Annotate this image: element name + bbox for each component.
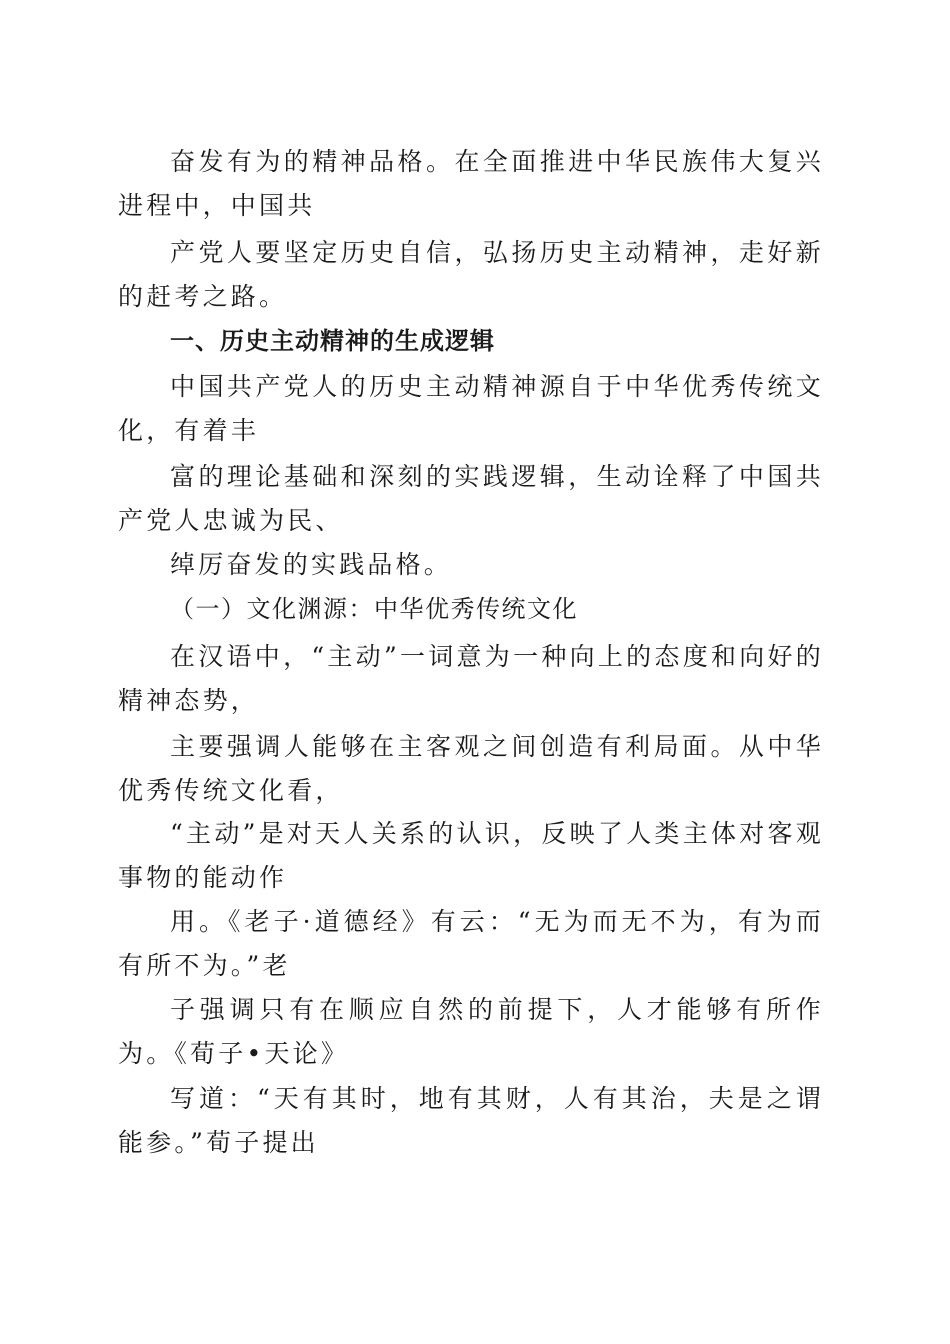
paragraph-10: 子强调只有在顺应自然的前提下，人才能够有所作为。《荀子•天论》 xyxy=(118,995,824,1068)
section-heading: 一、历史主动精神的生成逻辑 xyxy=(170,327,495,355)
paragraph-4: 富的理论基础和深刻的实践逻辑，生动诠释了中国共产党人忠诚为民、 xyxy=(118,462,824,535)
paragraph-3: 中国共产党人的历史主动精神源自于中华优秀传统文化，有着丰 xyxy=(118,372,824,445)
paragraph-2: 产党人要坚定历史自信，弘扬历史主动精神，走好新的赶考之路。 xyxy=(118,238,824,311)
paragraph-1: 奋发有为的精神品格。在全面推进中华民族伟大复兴进程中，中国共 xyxy=(118,147,824,220)
paragraph-8: “主动”是对天人关系的认识，反映了人类主体对客观事物的能动作 xyxy=(118,819,824,892)
paragraph-9: 用。《老子·道德经》有云：“无为而无不为，有为而有所不为。”老 xyxy=(118,907,824,980)
subsection-heading: （一）文化渊源：中华优秀传统文化 xyxy=(170,595,578,623)
paragraph-11: 写道：“天有其时，地有其财，人有其治，夫是之谓能参。”荀子提出 xyxy=(118,1084,824,1157)
paragraph-5: 绰厉奋发的实践品格。 xyxy=(170,550,453,579)
paragraph-6: 在汉语中，“主动”一词意为一种向上的态度和向好的精神态势， xyxy=(118,642,824,715)
paragraph-7: 主要强调人能够在主客观之间创造有利局面。从中华优秀传统文化看， xyxy=(118,732,824,805)
